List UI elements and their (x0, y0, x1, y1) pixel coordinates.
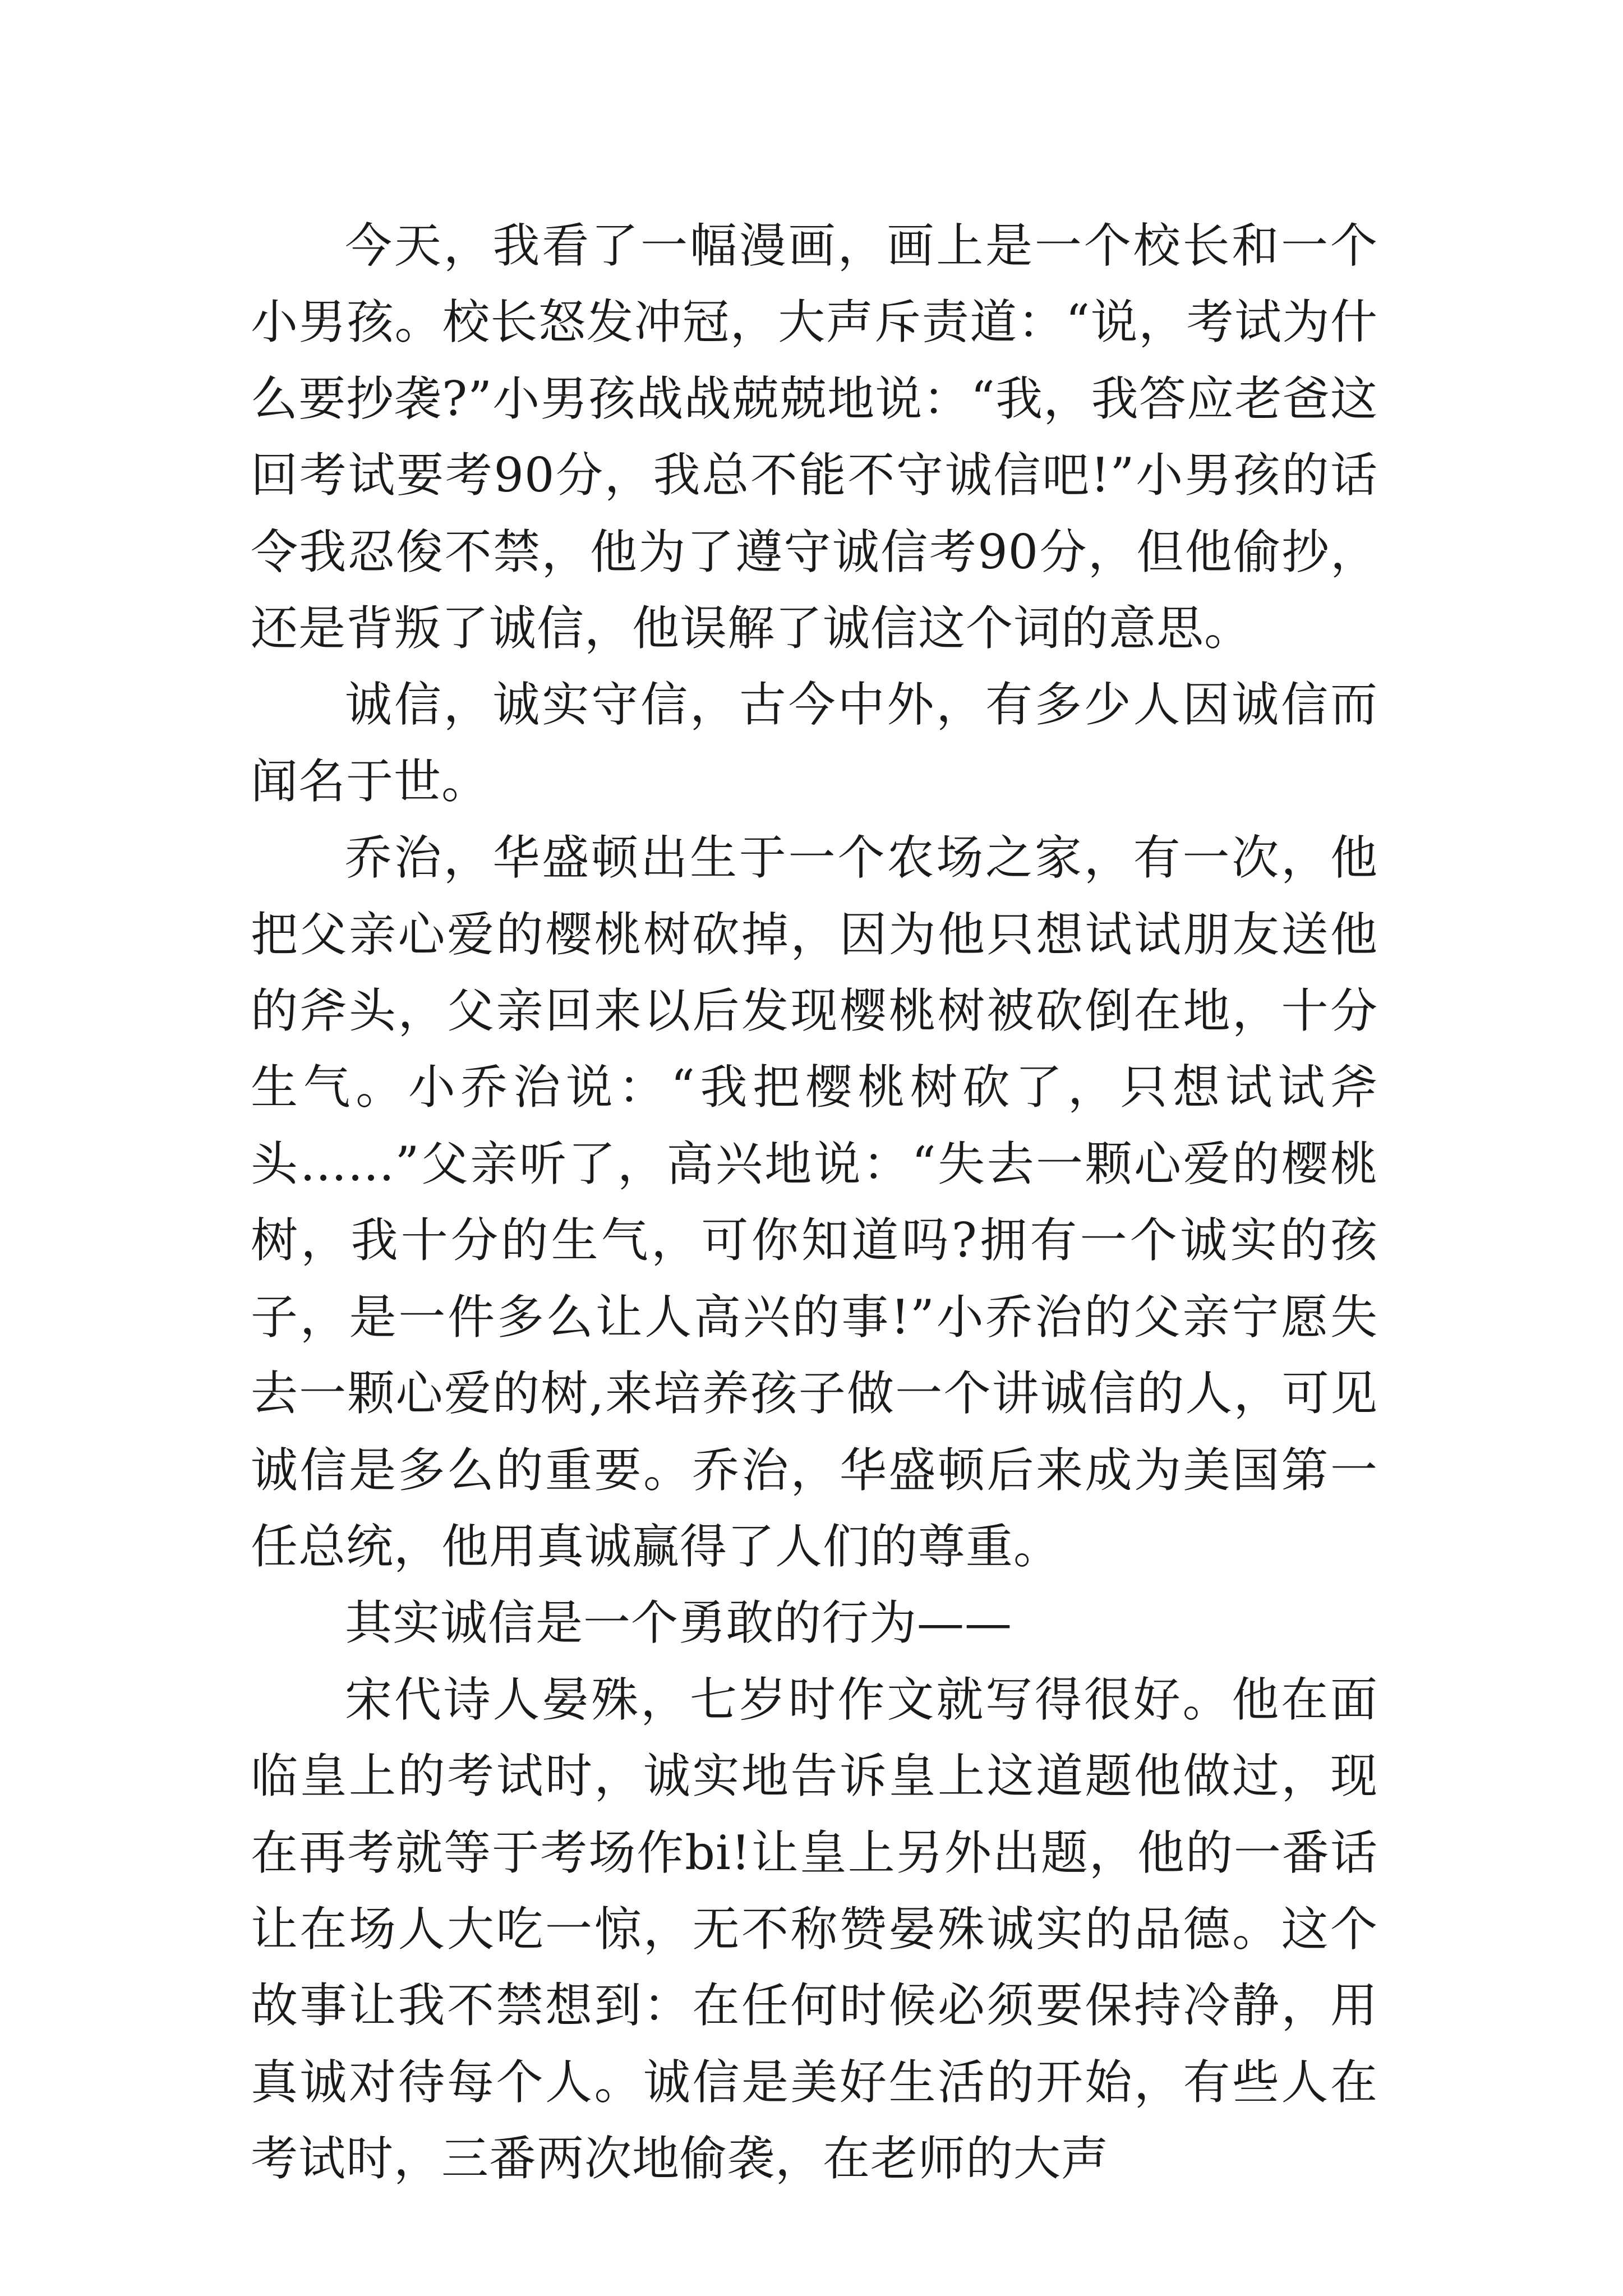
paragraph-washington-story: 乔治，华盛顿出生于一个农场之家，有一次，他把父亲心爱的樱桃树砍掉，因为他只想试试朋友送他的斧头，父亲回来以后发现樱桃树被砍倒在地，十分生气。小乔治说：“我把樱桃树砍了，只想试试斧头……”父亲听了，高兴地说：“失去一颗心爱的樱桃树，我十分的生气，可你知道吗?拥有一个诚实的孩子，是一件多么让人高兴的事!”小乔治的父亲宁愿失去一颗心爱的树,来培养孩子做一个讲诚信的人，可见诚信是多么的重要。乔治，华盛顿后来成为美国第一任总统，他用真诚赢得了人们的尊重。 (251, 830, 1378, 1574)
paragraph-integrity-definition: 诚信，诚实守信，古今中外，有多少人因诚信而闻名于世。 (251, 677, 1378, 809)
paragraph-courage-statement: 其实诚信是一个勇敢的行为—— (345, 1595, 1013, 1651)
paragraph-yan-shu-story: 宋代诗人晏殊，七岁时作文就写得很好。他在面临皇上的考试时，诚实地告诉皇上这道题他做过，现在再考就等于考场作bi!让皇上另外出题，他的一番话让在场人大吃一惊，无不称赞晏殊诚实的品德。这个故事让我不禁想到：在任何时候必须要保持冷静，用真诚对待每个人。诚信是美好生活的开始，有些人在考试时，三番两次地偷袭，在老师的大声 (251, 1672, 1378, 2187)
paragraph-comic-story: 今天，我看了一幅漫画，画上是一个校长和一个小男孩。校长怒发冲冠，大声斥责道：“说，考试为什么要抄袭?”小男孩战战兢兢地说：“我，我答应老爸这回考试要考90分，我总不能不守诚信吧!”小男孩的话令我忍俊不禁，他为了遵守诚信考90分，但他偷抄，还是背叛了诚信，他误解了诚信这个词的意思。 (251, 218, 1378, 656)
document-body (251, 208, 1378, 2197)
